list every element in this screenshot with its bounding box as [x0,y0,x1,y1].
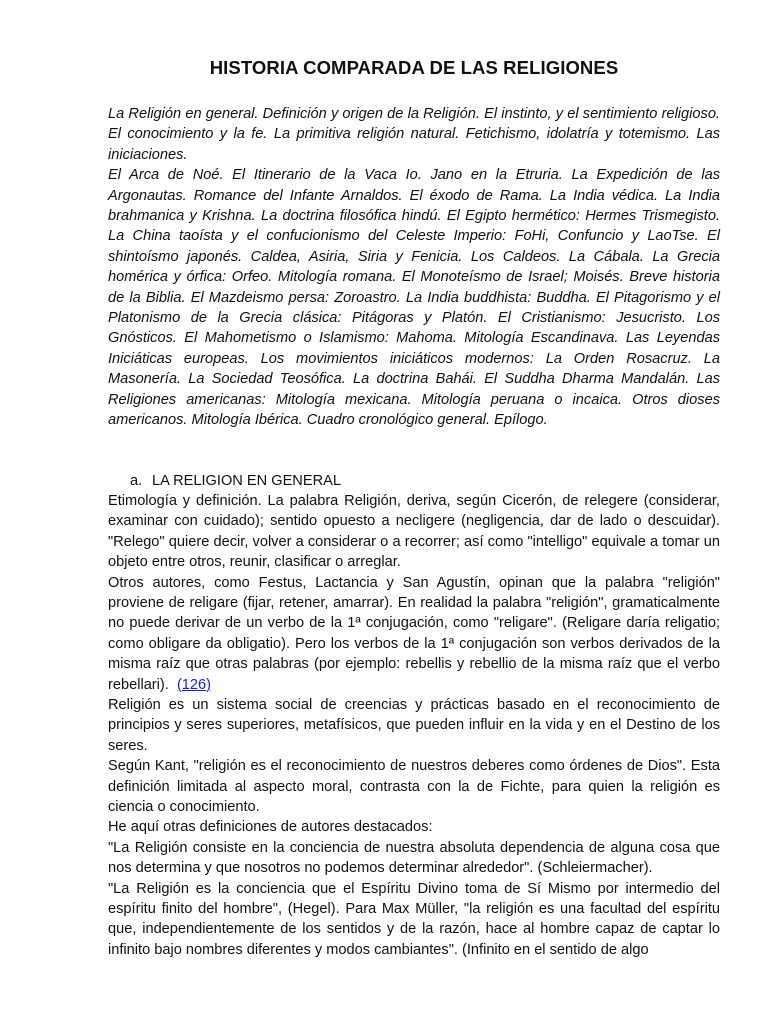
paragraph-kant: Según Kant, "religión es el reconocimiento de nuestros deberes como órdenes de Dios". Esta definición limitada al aspecto moral, contrasta con la de Fichte, para quien la religión es ciencia o conocimiento. [108,758,720,815]
summary-paragraph-1: La Religión en general. Definición y origen de la Religión. El instinto, y el sentimiento religioso. El conocimiento y la fe. La primitiva religión natural. Fetichismo, idolatría y totemismo. Las iniciaciones. [108,106,720,163]
section-heading-text: LA RELIGION EN GENERAL [152,472,341,489]
paragraph-religare-text: Otros autores, como Festus, Lactancia y San Agustín, opinan que la palabra "religión" proviene de religare (fijar, retener, amarrar). En realidad la palabra "religión", gramaticalmente no puede derivar de un verbo de la 1ª conjugación, como "religare". (Religare daría religatio; como obligare da obligatio). Pero los verbos de la 1ª conjugación son verbos derivados de la misma raíz que otras palabras (por ejemplo: rebellis y rebellio de la misma raíz que el verbo rebellari). [108,574,720,693]
document-page [108,56,720,960]
body-text [108,491,720,960]
paragraph-definition: Religión es un sistema social de creencias y prácticas basado en el reconocimiento de principios y seres superiores, metafísicos, que pueden influir en la vida y en el Destino de los seres. [108,696,720,754]
paragraph-etymology: Etimología y definición. La palabra Religión, deriva, según Cicerón, de relegere (considerar, examinar con cuidado); sentido opuesto a necligere (negligencia, dar de lado o descuidar). "Relego" quiere decir, volver a considerar o a recorrer; así como "intelligo" equivale a tomar un objeto entre otros, reunir, clasificar o arreglar. [108,492,720,571]
paragraph-hegel-muller: "La Religión es la conciencia que el Espíritu Divino toma de Sí Mismo por intermedio del espíritu finito del hombre", (Hegel). Para Max Müller, "la religión es una facultad del espíritu que, independientemente de los sentidos y de la razón, hace al hombre capaz de captar lo infinito bajo nombres diferentes y modos cambiantes". (Infinito en el sentido de algo [108,880,720,958]
summary-paragraph-2: El Arca de Noé. El Itinerario de la Vaca Io. Jano en la Etruria. La Expedición de las Argonautas. Romance del Infante Arnaldos. El éxodo de Rama. La India védica. La India brahmanica y Krishna. La doctrina filosófica hindú. El Egipto hermético: Hermes Trismegisto. La China taoísta y el confucionismo del Celeste Imperio: FoHi, Confuncio y LaoTse. El shintoísmo japonés. Caldea, Asiria, Siria y Fenicia. Los Caldeos. La Cábala. La Grecia homérica y órfica: Orfeo. Mitología romana. El Monoteísmo de Israel; Moisés. Breve historia de la Biblia. El Mazdeismo persa: Zoroastro. La India buddhista: Buddha. El Pitagorismo y el Platonismo de la Grecia clásica: Pitágoras y Platón. El Cristianismo: Jesucristo. Los Gnósticos. El Mahometismo o Islamismo: Mahoma. Mitología Escandinava. Las Leyendas Iniciáticas europeas. Los movimientos iniciáticos modernos: La Orden Rosacruz. La Masonería. La Sociedad Teosófica. La doctrina Bahái. El Suddha Dharma Mandalán. Las Religiones americanas: Mitología mexicana. Mitología peruana o incaica. Otros dioses americanos. Mitología Ibérica. Cuadro cronológico general. Epílogo. [108,167,720,429]
section-heading [130,471,720,491]
paragraph-religare [108,573,720,695]
paragraph-other-definitions: He aquí otras definiciones de autores destacados: [108,819,433,836]
paragraph-schleiermacher: "La Religión consiste en la conciencia de nuestra absoluta dependencia de alguna cosa que nos determina y que nosotros no podemos determinar alrededor". (Schleiermacher). [108,839,720,877]
section-marker: a. [130,472,143,489]
summary-block [108,104,720,431]
footnote-link-126[interactable]: (126) [176,676,212,693]
document-title: HISTORIA COMPARADA DE LAS RELIGIONES [209,57,619,78]
